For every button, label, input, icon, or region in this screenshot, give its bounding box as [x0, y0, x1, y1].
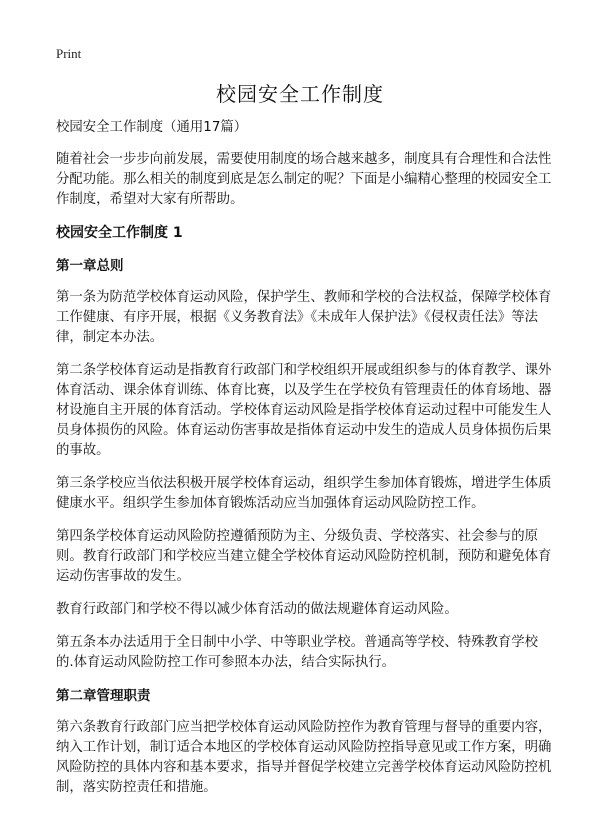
intro-paragraph: 随着社会一步步向前发展，需要使用制度的场合越来越多，制度具有合理性和合法性分配功能。那么相关的制度到底是怎么制定的呢？下面是小编精心整理的校园安全工作制度，希望对大家有所帮助。: [56, 152, 552, 207]
paragraph-article-5: 第五条本办法适用于全日制中小学、中等职业学校。普通高等学校、特殊教育学校的.体育运动风险防控工作可参照本办法，结合实际执行。: [56, 635, 539, 670]
print-link[interactable]: Print: [56, 46, 82, 61]
paragraph-article-4: 第四条学校体育运动风险防控遵循预防为主、分级负责、学校落实、社会参与的原则。教育行政部门和学校应当建立健全学校体育运动风险防控机制，预防和避免体育运动伤害事故的发生。: [56, 529, 552, 584]
article-subtitle: 校园安全工作制度（通用17篇）: [56, 120, 248, 135]
paragraph-article-3: 第三条学校应当依法积极开展学校体育运动，组织学生参加体育锻炼，增进学生体质健康水平。组织学生参加体育锻炼活动应当加强体育运动风险防控工作。: [56, 476, 552, 511]
chapter-heading-1: 第一章总则: [56, 258, 124, 274]
page-title: 校园安全工作制度: [216, 82, 384, 106]
section-heading: 校园安全工作制度 1: [56, 225, 183, 241]
paragraph-article-1: 第一条为防范学校体育运动风险，保护学生、教师和学校的合法权益，保障学校体育工作健康、有序开展，根据《义务教育法》《未成年人保护法》《侵权责任法》等法律，制定本办法。: [56, 290, 552, 345]
chapter-heading-2: 第二章管理职责: [56, 688, 151, 704]
paragraph-note: 教育行政部门和学校不得以减少体育活动的做法规避体育运动风险。: [56, 602, 458, 617]
paragraph-article-2: 第二条学校体育运动是指教育行政部门和学校组织开展或组织参与的体育教学、课外体育活动、课余体育训练、体育比赛，以及学生在学校负有管理责任的体育场地、器材设施自主开展的体育活动。学校体育运动风险是指学校体育运动过程中可能发生人员身体损伤的风险。体育运动伤害事故是指体育运动中发生的造成人员身体损伤后果的事故。: [56, 363, 552, 458]
article-body: [56, 118, 552, 811]
paragraph-article-6: 第六条教育行政部门应当把学校体育运动风险防控作为教育管理与督导的重要内容，纳入工作计划，制订适合本地区的学校体育运动风险防控指导意见或工作方案，明确风险防控的具体内容和基本要求，指导并督促学校建立完善学校体育运动风险防控机制，落实防控责任和措施。: [56, 720, 552, 795]
